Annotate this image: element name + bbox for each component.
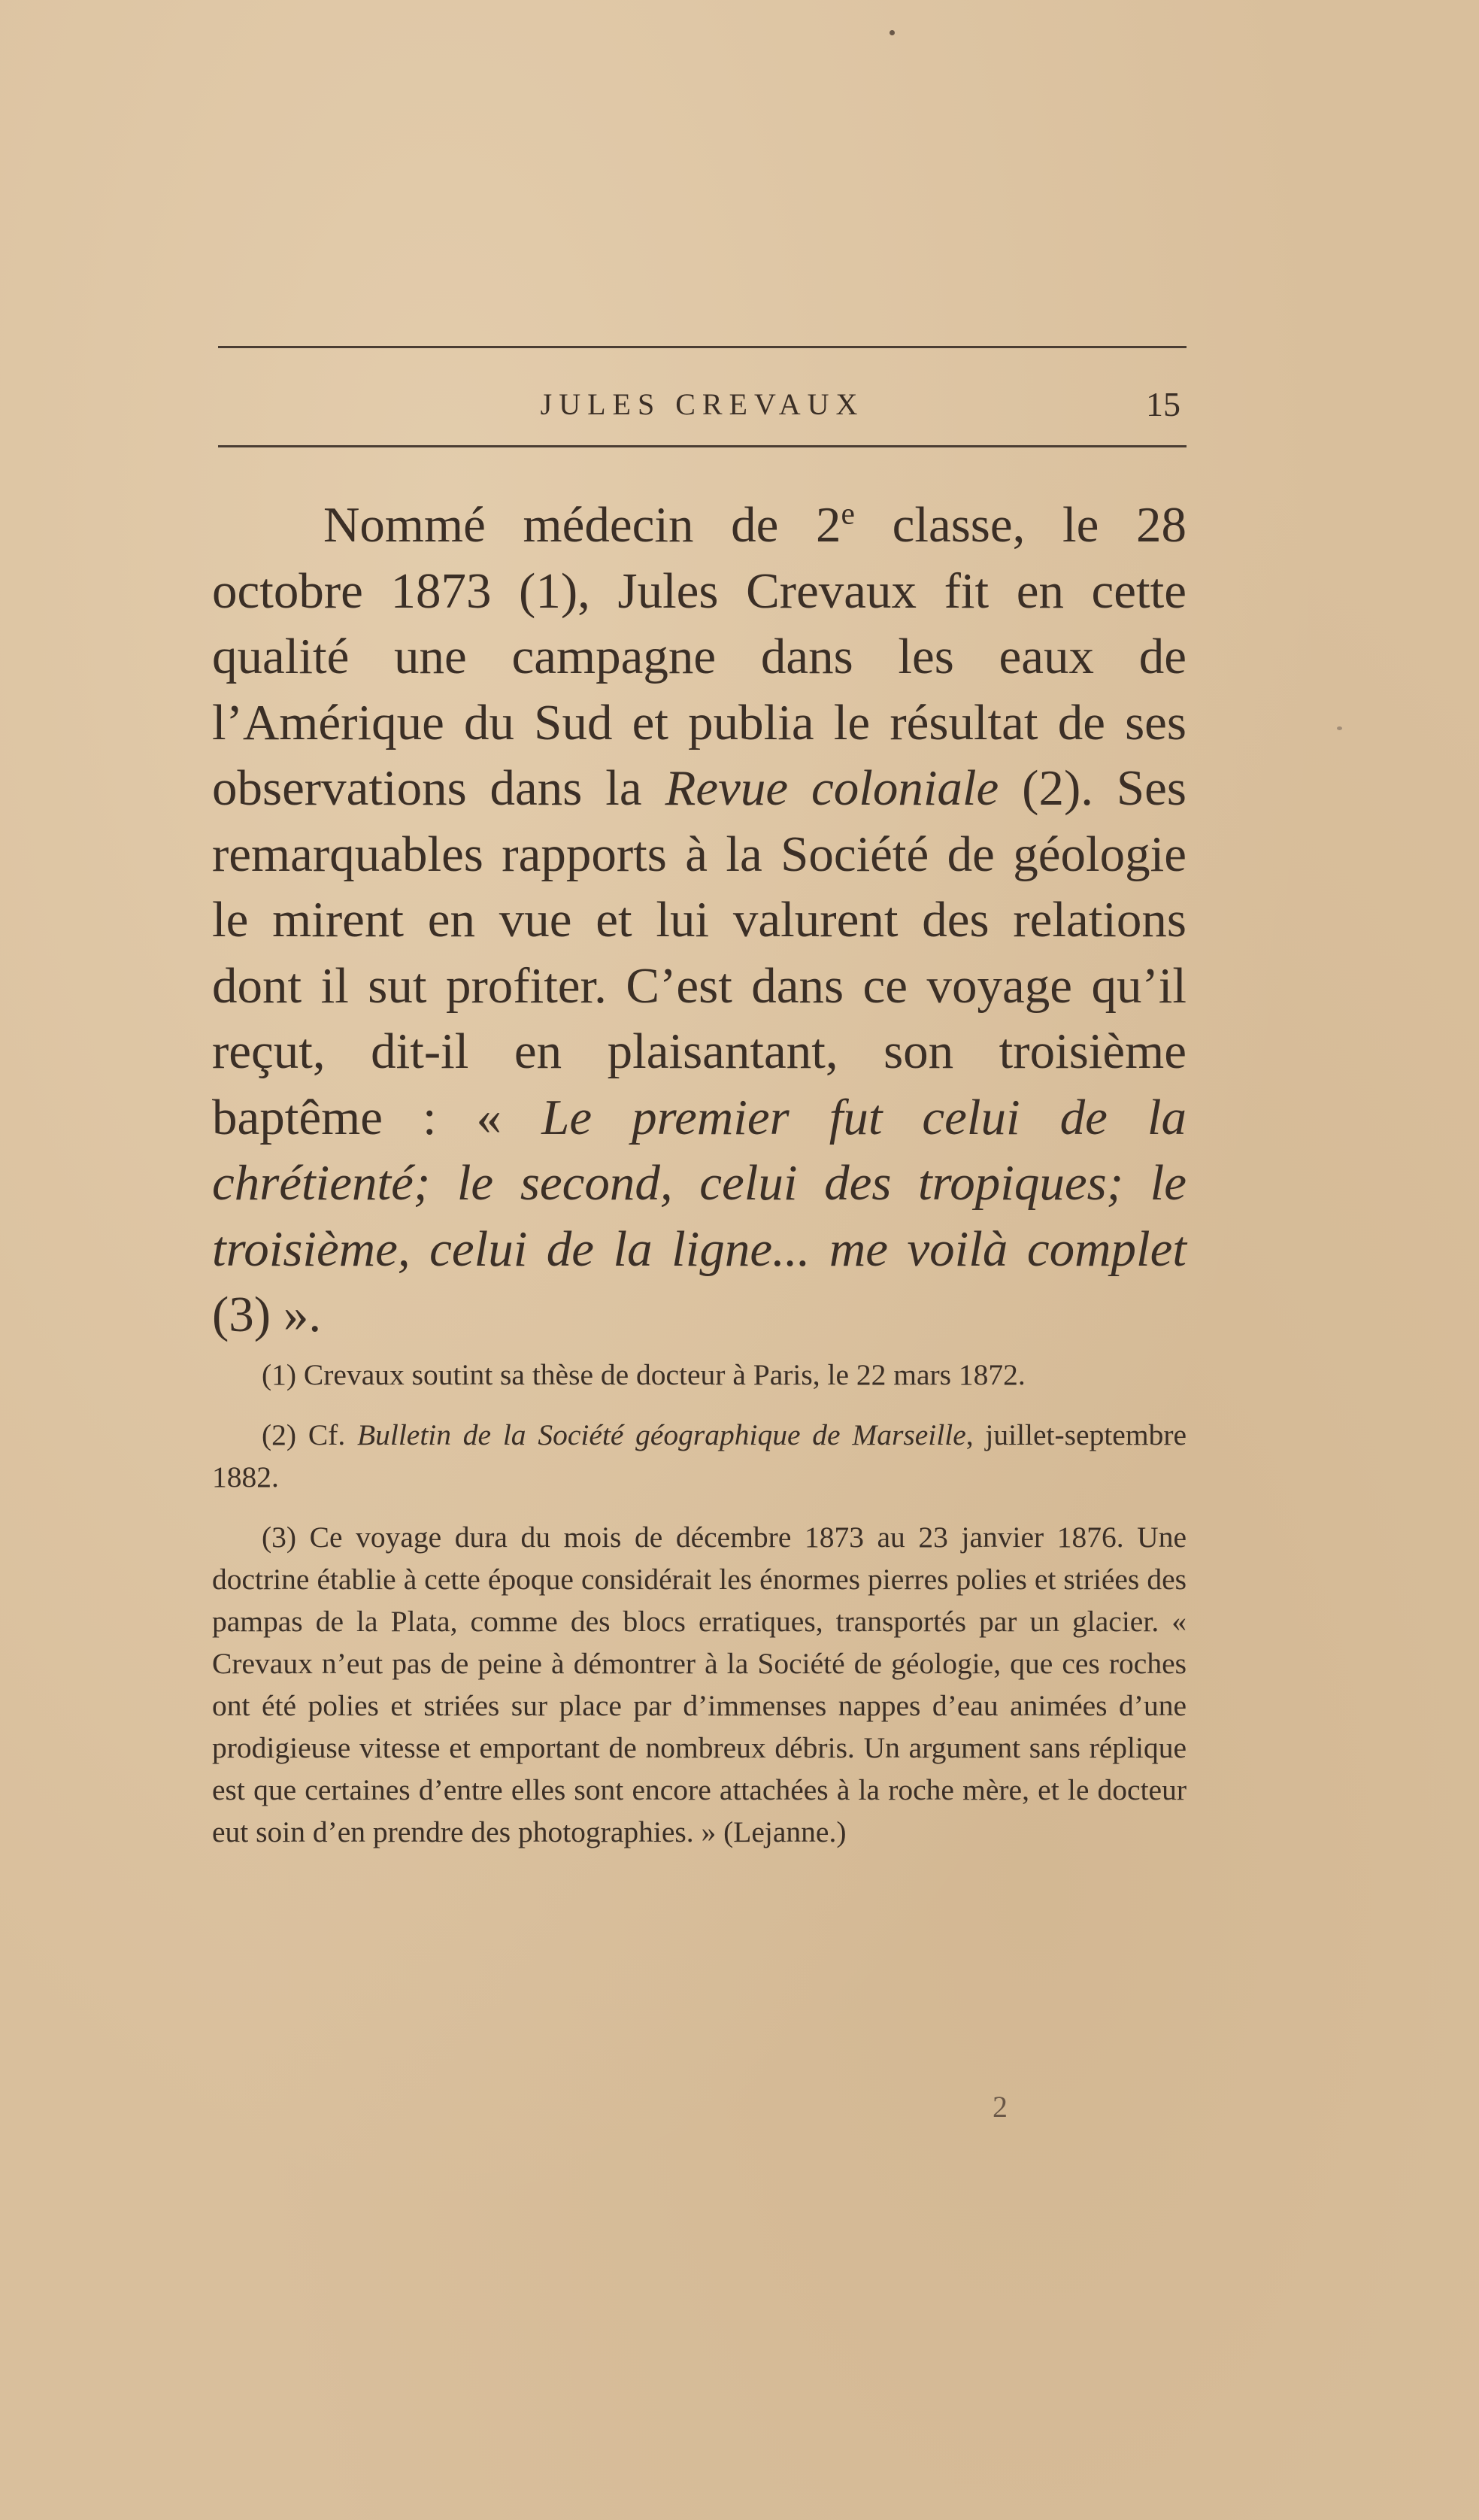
page-number: 15 [1146,385,1180,423]
page-speck [890,30,895,35]
italic-quote: Le premier fut celui de la chrétienté; le second, celui des tropiques; le troisième, celui de la ligne... me voilà complet [212,1089,1187,1277]
italic-run: Revue coloniale [665,760,999,816]
footnote-text: (1) Crevaux soutint sa thèse de docteur à Paris, le 22 mars 1872. [262,1358,1026,1391]
header-rule-bottom [218,445,1187,447]
margin-speck [1337,726,1342,730]
paragraph [212,493,1187,1348]
footnotes [212,1354,1187,1871]
signature-mark: 2 [993,2090,1008,2124]
text-run: (3) ». [212,1287,322,1342]
footnote-text: , juillet-septembre 1882. [212,1418,1187,1494]
header-rule-top [218,346,1187,348]
superscript: e [841,496,855,531]
text-run: classe, le 28 octobre 1873 (1), Jules Crevaux fit en cette qualité une campagne dans les eaux de l’Amérique du Sud et publia le résultat de ses observations dans la [212,497,1187,816]
footnote-italic: Bulletin de la Société géographique de Marseille [356,1418,966,1451]
body-text [212,493,1187,1348]
running-head [218,382,1187,427]
footnote-text: (2) Cf. [262,1418,357,1451]
text-run: (2). Ses remarquables rapports à la Société de géologie le mirent en vue et lui valurent des relations dont il sut profiter. C’est dans ce voyage qu’il reçut, dit-il en plaisantant, son troisième baptême : « [212,760,1187,1145]
text-run: Nommé médecin de 2 [323,497,841,553]
footnote-text: (3) Ce voyage dura du mois de décembre 1873 au 23 janvier 1876. Une doctrine établie à cette époque considérait les énormes pierres polies et striées des pampas de la Plata, comme des blocs erratiques, transportés par un glacier. « Crevaux n’eut pas de peine à démontrer à la Société de géologie, que ces roches ont été polies et striées sur place par d’immenses nappes d’eau animées d’une prodigieuse vitesse et emportant de nombreux débris. Un argument sans réplique est que certaines d’entre elles sont encore attachées à la roche mère, et le docteur eut soin d’en prendre des photographies. » (Lejanne.) [212,1521,1187,1848]
footnote-2 [212,1414,1187,1498]
footnote-1 [212,1354,1187,1396]
running-title: JULES CREVAUX [540,387,865,421]
footnote-3 [212,1516,1187,1853]
